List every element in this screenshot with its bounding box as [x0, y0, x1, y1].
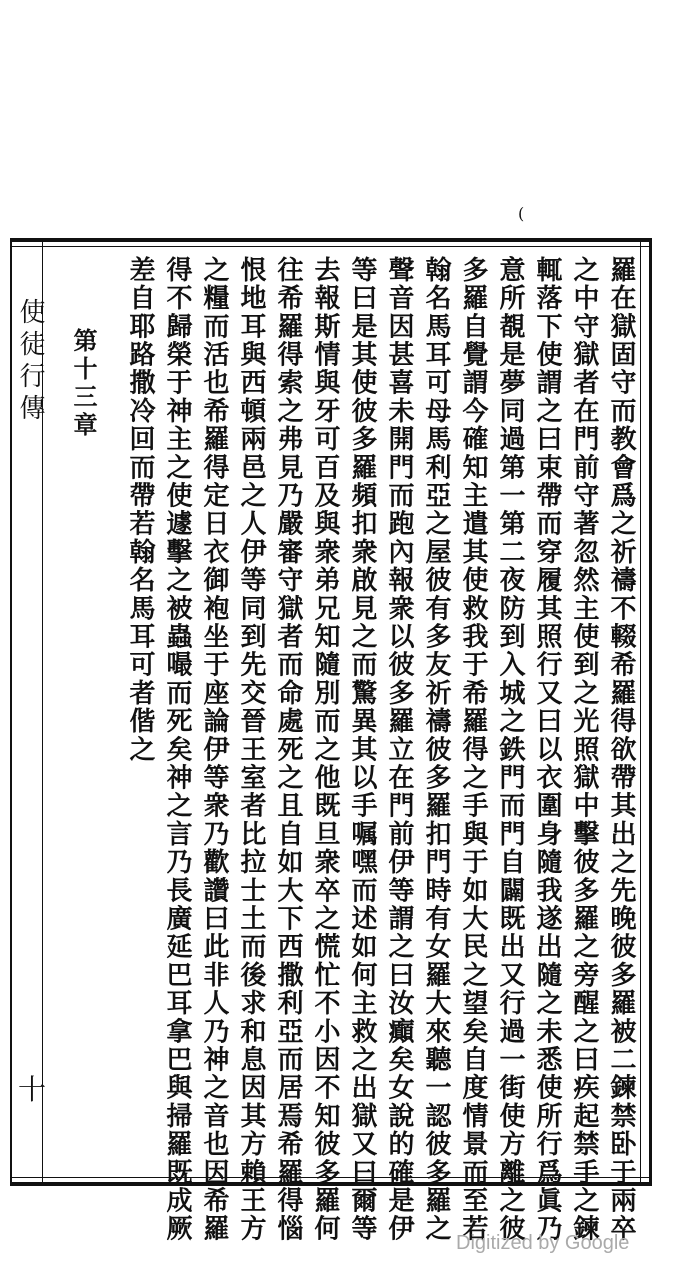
- text-column: 意所覩是夢同過第一第二夜防到入城之鉄門而門自闢既出又行過一街使方離之彼: [495, 256, 525, 1243]
- text-column: 恨地耳與西頓兩邑之人伊等同到先交晉王室者比拉士土而後求和息因其方賴王方: [236, 256, 266, 1243]
- text-column: 得不歸榮于神主之使遽擊之被蟲嘬而死矣神之言乃長廣延巴耳拿巴與掃羅既成厥: [162, 256, 192, 1243]
- right-inner-rule: [640, 242, 641, 1182]
- text-column: 多羅自覺謂今確知主遣其使救我于希羅得之手與于如大民之望矣自度情景而至若: [458, 256, 488, 1243]
- text-column: 去報斯情與牙可百及與衆弟兄知隨別而之他既旦衆卒之慌忙不小因不知彼多羅何: [310, 256, 340, 1243]
- page-number: 十: [18, 1073, 47, 1106]
- chapter-heading: 第十三章: [69, 328, 98, 440]
- digitized-watermark: Digitized by Google: [456, 1232, 630, 1254]
- top-rule: [12, 246, 649, 247]
- text-column: 往希羅得索之弗見乃嚴審守獄者而命處死之且自如大下西撒利亞而居焉希羅得惱: [273, 256, 303, 1243]
- text-column: 差自耶路撒冷回而帶若翰名馬耳可者偕之: [125, 256, 155, 764]
- text-column: 聲音因甚喜未開門而跑內報衆以彼多羅立在門前伊等謂之曰汝癲矣女說的確是伊: [384, 256, 414, 1243]
- text-column: 之糧而活也希羅得定日衣御袍坐于座論伊等衆乃歡讚曰此非人乃神之音也因希羅: [199, 256, 229, 1243]
- text-column: 輒落下使謂之曰束帶而穿履其照行又曰以衣圍身隨我遂出隨之未悉使所行爲眞乃: [532, 256, 562, 1243]
- running-title: 使徒行傳: [15, 298, 45, 426]
- top-mark: (: [518, 204, 525, 223]
- text-column: 等曰是其使彼多羅頻扣衆啟見之而驚異其以手嘱嘿而述如何主救之出獄又曰爾等: [347, 256, 377, 1243]
- text-column: 羅在獄固守而教會爲之祈禱不輟希羅得欲帶其出之先晚彼多羅被二鍊禁卧于兩卒: [606, 256, 636, 1243]
- text-column: 翰名馬耳可母馬利亞之屋彼有多友祈禱彼多羅扣門時有女羅大來聽一認彼多羅之: [421, 256, 451, 1243]
- text-column: 之中守獄者在門前守著忽然主使到之光照獄中擊彼多羅之旁醒之曰疾起禁手之鍊: [569, 256, 599, 1243]
